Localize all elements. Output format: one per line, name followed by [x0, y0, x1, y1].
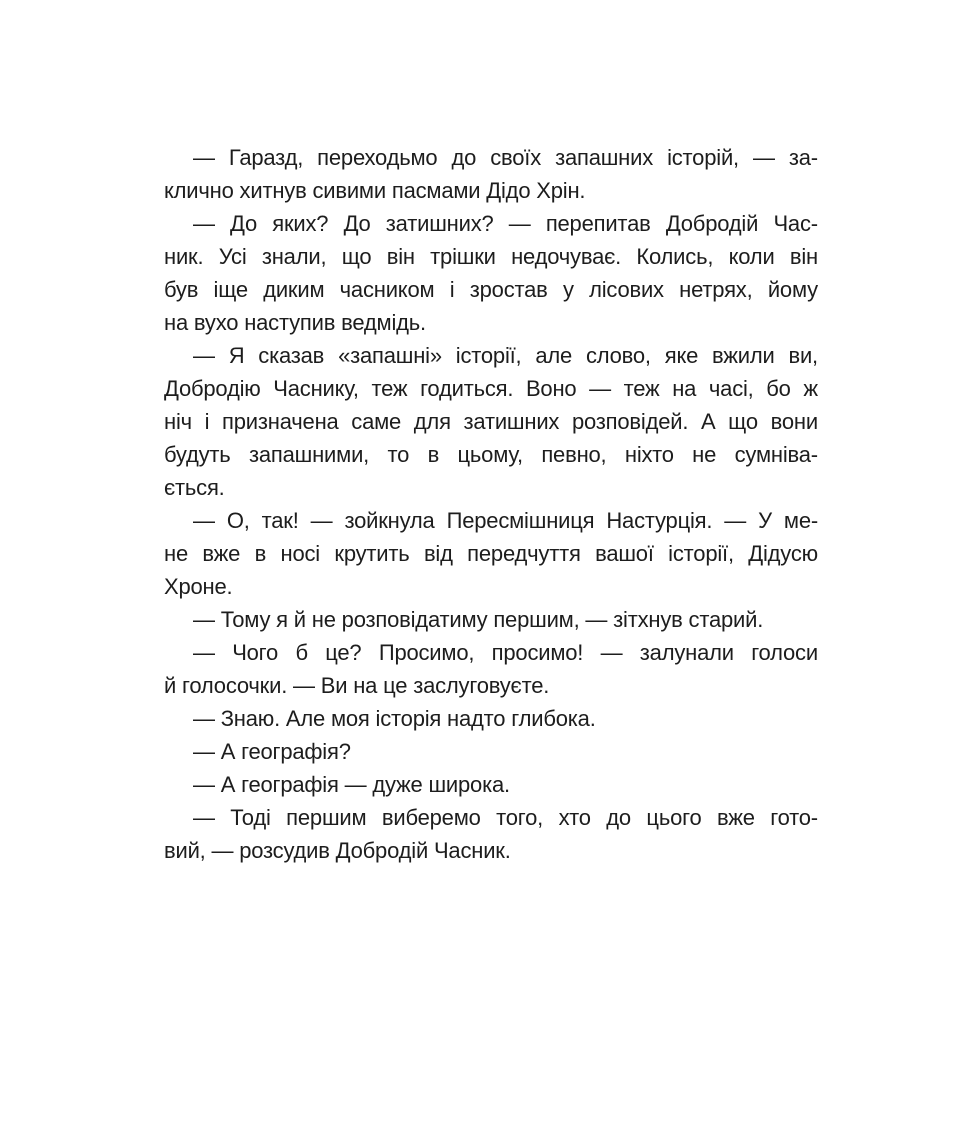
text-line: Добродію Часнику, теж годиться. Воно — теж на часі, бо ж	[164, 376, 818, 401]
text-line: — Тому я й не розповідатиму першим, — зітхнув старий.	[193, 607, 764, 632]
paragraph	[164, 504, 818, 603]
paragraph	[164, 339, 818, 504]
text-line: ється.	[164, 475, 225, 500]
text-line: — Гаразд, переходьмо до своїх запашних історій, — за-	[193, 145, 818, 170]
text-line: — А географія — дуже широка.	[193, 772, 510, 797]
text-line: — Знаю. Але моя історія надто глибока.	[193, 706, 596, 731]
paragraph	[164, 141, 818, 207]
text-line: будуть запашними, то в цьому, певно, ніхто не сумніва-	[164, 442, 818, 467]
text-line: — О, так! — зойкнула Пересмішниця Настурція. — У ме-	[193, 508, 818, 533]
paragraph	[164, 801, 818, 867]
paragraph	[164, 603, 818, 636]
paragraph	[164, 636, 818, 702]
paragraph	[164, 207, 818, 339]
text-line: клично хитнув сивими пасмами Дідо Хрін.	[164, 178, 586, 203]
text-line: був іще диким часником і зростав у лісових нетрях, йому	[164, 277, 818, 302]
text-line: й голосочки. — Ви на це заслуговуєте.	[164, 673, 550, 698]
text-line: ник. Усі знали, що він трішки недочуває. Колись, коли він	[164, 244, 818, 269]
text-block	[164, 141, 818, 867]
text-line: — Чого б це? Просимо, просимо! — залунали голоси	[193, 640, 818, 665]
text-line: — Я сказав «запашні» історії, але слово, яке вжили ви,	[193, 343, 818, 368]
text-line: на вухо наступив ведмідь.	[164, 310, 426, 335]
paragraph	[164, 702, 818, 735]
text-line: вий, — розсудив Добродій Часник.	[164, 838, 511, 863]
text-line: — Тоді першим виберемо того, хто до цього вже гото-	[193, 805, 818, 830]
text-line: Хроне.	[164, 574, 233, 599]
paragraph	[164, 735, 818, 768]
text-line: не вже в носі крутить від передчуття вашої історії, Дідусю	[164, 541, 818, 566]
text-line: — До яких? До затишних? — перепитав Добродій Час-	[193, 211, 818, 236]
paragraph	[164, 768, 818, 801]
text-line: — А географія?	[193, 739, 351, 764]
text-line: ніч і призначена саме для затишних розповідей. А що вони	[164, 409, 818, 434]
